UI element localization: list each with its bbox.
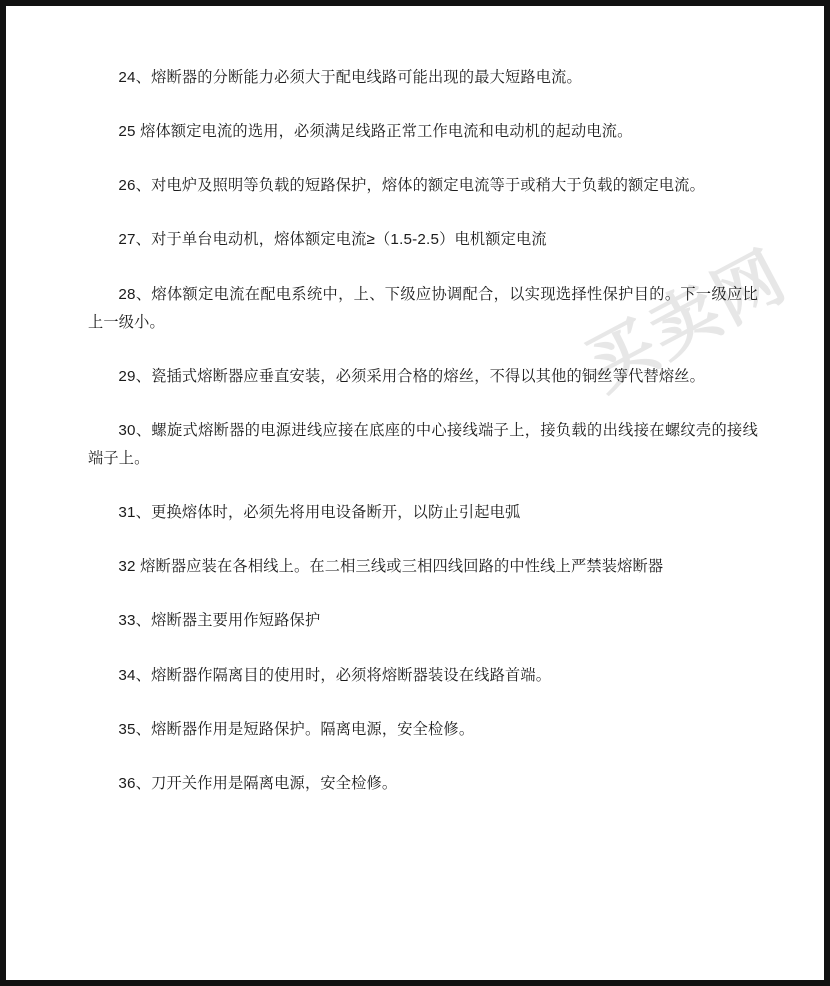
document-body — [6, 6, 824, 980]
watermark-text: 买卖网 — [573, 236, 800, 406]
page-border-right — [824, 0, 830, 986]
paragraph-26: 26、对电炉及照明等负载的短路保护，熔体的额定电流等于或稍大于负载的额定电流。 — [118, 177, 706, 195]
paragraph-29: 29、瓷插式熔断器应垂直安装，必须采用合格的熔丝，不得以其他的铜丝等代替熔丝。 — [118, 367, 706, 385]
paragraph-35: 35、熔断器作用是短路保护。隔离电源，安全检修。 — [118, 720, 475, 738]
paragraph-31: 31、更换熔体时，必须先将用电设备断开，以防止引起电弧 — [118, 504, 521, 522]
page-border-bottom — [0, 980, 830, 986]
paragraph-34: 34、熔断器作隔离目的使用时，必须将熔断器装设在线路首端。 — [118, 666, 552, 684]
paragraph-32: 32 熔断器应装在各相线上。在二相三线或三相四线回路的中性线上严禁装熔断器 — [118, 558, 664, 576]
paragraph-25: 25 熔体额定电流的选用，必须满足线路正常工作电流和电动机的起动电流。 — [118, 123, 633, 141]
paragraph-28: 28、熔体额定电流在配电系统中，上、下级应协调配合，以实现选择性保护目的。下一级应比上一级小。 — [88, 285, 758, 331]
paragraph-27: 27、对于单台电动机，熔体额定电流≥（1.5-2.5）电机额定电流 — [118, 231, 547, 249]
paragraph-33: 33、熔断器主要用作短路保护 — [118, 612, 321, 630]
paragraph-30: 30、螺旋式熔断器的电源进线应接在底座的中心接线端子上，接负载的出线接在螺纹壳的接线端子上。 — [88, 421, 758, 467]
paragraph-36: 36、刀开关作用是隔离电源，安全检修。 — [118, 774, 398, 792]
paragraph-24: 24、熔断器的分断能力必须大于配电线路可能出现的最大短路电流。 — [118, 69, 582, 86]
